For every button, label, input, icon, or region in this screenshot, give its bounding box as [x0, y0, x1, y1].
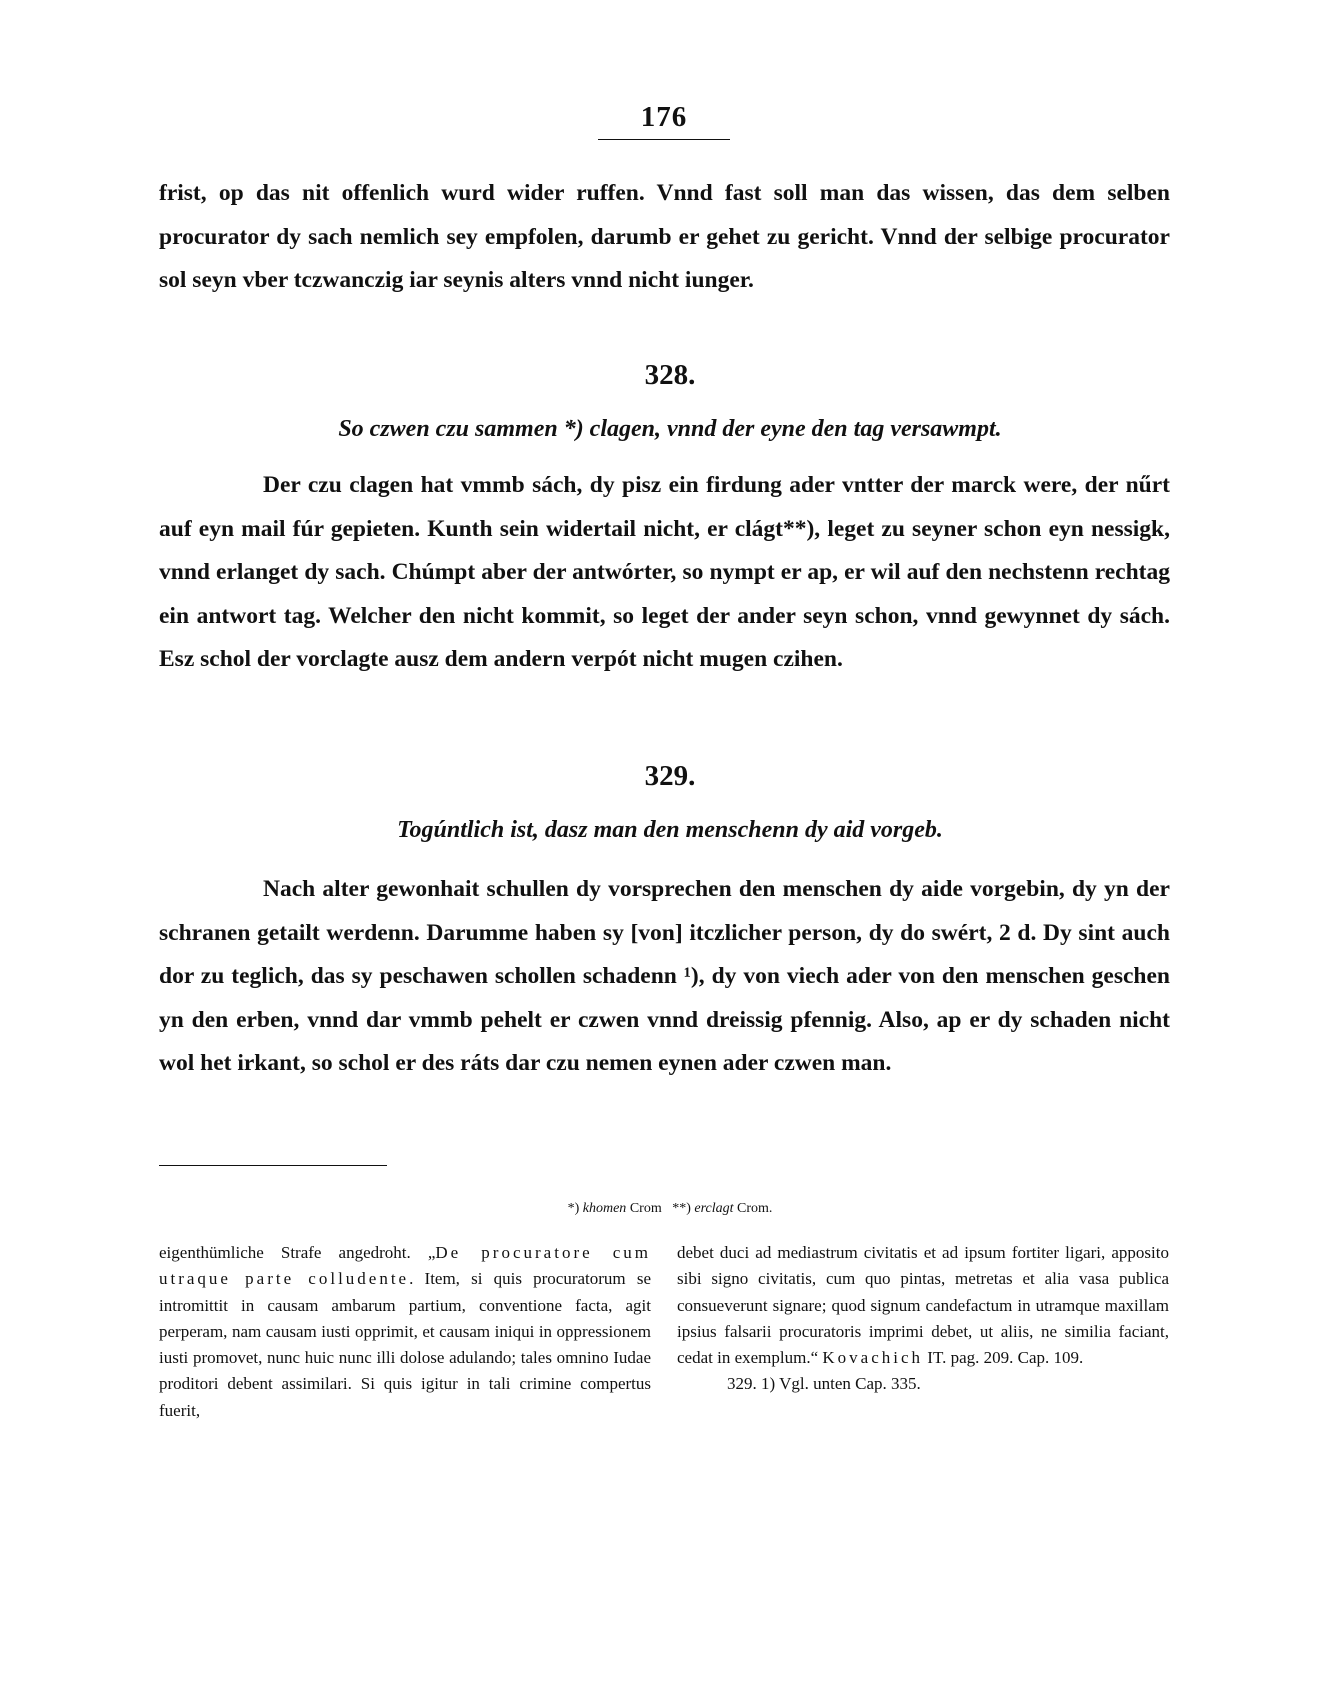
note-right-cross-reference: 329. 1) Vgl. unten Cap. 335.: [727, 1374, 921, 1394]
section-number-329: 329.: [644, 760, 696, 792]
footnotes: [0, 1199, 1340, 1219]
note-right-text-a: debet duci ad mediastrum civitatis et ad ipsum fortiter ligari, apposito sibi signo civitatis, cum quo pintas, metretas et alia vasa publica consueverunt signare; quod signum candefactum in utramque maxillam ipsius falsarii procuratoris imprimi debet, ut aliis, ne similia faciant, cedat in exemplum.“: [677, 1243, 1169, 1368]
section-body-329: Nach alter gewonhait schullen dy vorsprechen den menschen dy aide vorgebin, dy yn der schranen getailt werdenn. Darumme haben sy [von] itczlicher person, dy do swért, 2 d. Dy sint auch dor zu teglich, das sy peschawen schollen schadenn ¹), dy von viech ader von den menschen geschen yn den erben, vnnd dar vmmb pehelt er czwen vnnd dreissig pfennig. Also, ap er dy schaden nicht wol het irkant, so schol er des ráts dar czu nemen eynen ader czwen man.: [159, 876, 1170, 1076]
editorial-note-right-column: [677, 1240, 1169, 1398]
footnote-1-mark: *): [567, 1201, 580, 1216]
page-number: 176: [640, 101, 688, 133]
footnote-2-variant: erclagt: [694, 1201, 734, 1216]
section-body-328: Der czu clagen hat vmmb sách, dy pisz ein firdung ader vntter der marck were, der nűrt auf eyn mail fúr gepieten. Kunth sein widertail nicht, er clágt**), leget zu seyner schon eyn nessigk, vnnd erlanget dy sach. Chúmpt aber der antwórter, so nympt er ap, er wil auf den nechstenn rechtag ein antwort tag. Welcher den nicht kommit, so leget der ander seyn schon, vnnd gewynnet dy sách. Esz schol der vorclagte ausz dem andern verpót nicht mugen czihen.: [159, 472, 1170, 672]
note-left-latin-heading: De procuratore cum utraque parte colludente: [159, 1243, 651, 1289]
note-right-author: Kovachich: [822, 1348, 924, 1368]
page-number-rule: [598, 139, 730, 140]
opening-paragraph: frist, op das nit offenlich wurd wider ruffen. Vnnd fast soll man das wissen, das dem selben procurator dy sach nemlich sey empfolen, darumb er gehet zu gericht. Vnnd der selbige procurator sol seyn vber tczwanczig iar seynis alters vnnd nicht iunger.: [159, 180, 1170, 293]
section-number-328: 328.: [644, 359, 696, 391]
footnote-1-variant: khomen: [582, 1201, 627, 1216]
note-right-citation: IT. pag. 209. Cap. 109.: [927, 1348, 1084, 1368]
section-title-328: So czwen czu sammen *) clagen, vnnd der eyne den tag versawmpt.: [338, 416, 1002, 442]
section-title-329: Togúntlich ist, dasz man den menschenn dy aid vorgeb.: [397, 817, 943, 843]
editorial-note-left-column: [159, 1240, 651, 1424]
footnote-2-source: Crom.: [737, 1201, 773, 1216]
note-left-text-b: . Item, si quis procuratorum se intromittit in causam ambarum partium, conventione facta, agit perperam, nam causam iusti opprimit, et causam iniqui in oppressionem iusti promovet, nunc huic nunc illi dolose adulando; tales omnino Iudae proditori debent assimilari. Si quis igitur in tali crimine compertus fuerit,: [159, 1269, 651, 1420]
footnote-2-mark: **): [672, 1201, 691, 1216]
footnote-divider: [159, 1165, 387, 1166]
note-left-text-a: eigenthümliche Strafe angedroht. „: [159, 1243, 436, 1262]
footnote-1-source: Crom: [629, 1201, 662, 1216]
